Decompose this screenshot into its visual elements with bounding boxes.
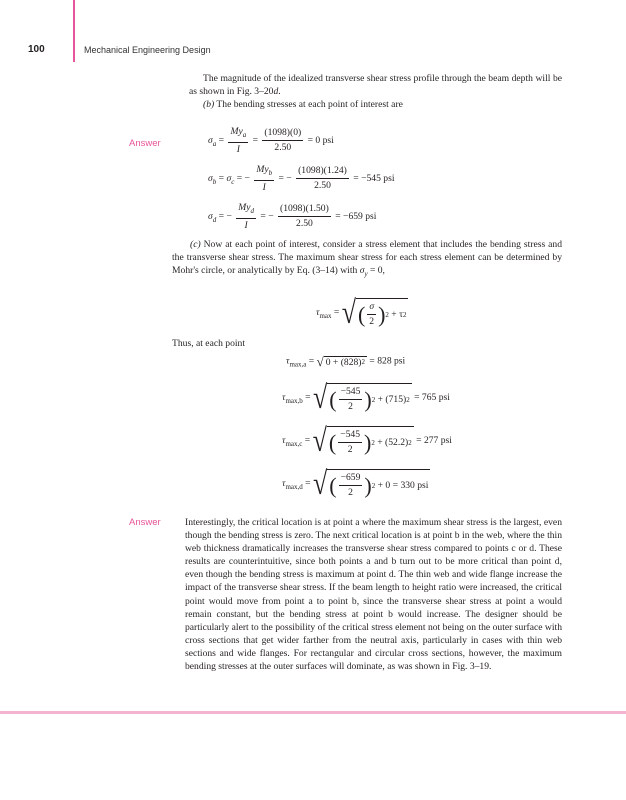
eq-sigma-d: $\sigma_d$ = − $\frac{My_d}{I}$ = − $\frac{(1098)(1.50)}{2.50}$ = −659 psi xyxy=(208,202,377,231)
part-c-paragraph: (c) Now at each point of interest, consider a stress element that includes the bending stress and the transverse shear stress. The maximum shear stress for each stress element can be determined by Mohr's circle, or analytically by Eq. (3–14) with $\sigma_y = 0$, xyxy=(172,239,562,279)
part-b-text: The bending stresses at each point of interest are xyxy=(214,99,403,110)
answer-label-1: Answer xyxy=(129,138,161,149)
eq-sigma-a: $\sigma_a$ = $\frac{My_a}{I}$ = $\frac{(1098)(0)}{2.50}$ = 0 psi xyxy=(208,126,334,155)
thus-text: Thus, at each point xyxy=(172,338,245,349)
header-rule xyxy=(73,0,75,62)
eq-sigma-bc: $\sigma_b = \sigma_c$ = − $\frac{My_b}{I}$ = − $\frac{(1098)(1.24)}{2.50}$ = −545 psi xyxy=(208,164,395,193)
eq-tau-max-c: $\tau_{max,c}$ = √ ( $\frac{-545}{2}$ ) 2 + (52.2) 2 = 277 psi xyxy=(282,422,452,459)
answer-label-2: Answer xyxy=(129,517,161,528)
part-b-paragraph xyxy=(189,98,562,111)
part-c-text: Now at each point of interest, consider a stress element that includes the bending stress and the transverse shear stress. The maximum shear stress for each stress element can be determined by Mohr's circle, or analytically by Eq. (3–14) with xyxy=(172,239,562,277)
bottom-rule xyxy=(0,711,626,714)
intro-var: d xyxy=(273,86,279,98)
eq-tau-max-d: $\tau_{max,d}$ = √ ( $\frac{-659}{2}$ ) 2 + 0 = 330 psi xyxy=(282,465,429,502)
intro-paragraph xyxy=(189,72,562,98)
eq-tau-max-general: $\tau_{max}$ = √ ( $\frac{\sigma}{2}$ ) 2 + τ 2 xyxy=(316,294,407,331)
intro-text: The magnitude of the idealized transverse shear stress profile through the beam depth will be as shown in Fig. 3–20 xyxy=(189,73,562,98)
conclusion-paragraph: Interestingly, the critical location is at point a where the maximum shear stress is the largest, even though the bending stress is zero. The next critical location is at point b in the web, where the thin web thickness dramatically increases the transverse shear stress compared to points c or d. These results are counterintuitive, since both points a and b turn out to be more critical than point d, even though the bending stress is maximum at point d. The thin web and wide flange increase the impact of the transverse shear stress. If the beam length to height ratio were increased, the critical point would move from point a to point b, since the transverse shear stress at point a would remain constant, but the bending stress at point b would increase. The designer should be particularly alert to the possibility of the critical stress element not being on the outer surface with cross sections that get wider farther from the neutral axis, particularly in cases with thin web sections and wide flanges. For rectangular and circular cross sections, however, the maximum bending stresses at the outer surfaces will dominate, as was shown in Fig. 3–19. xyxy=(185,517,562,673)
eq-tau-max-a: $\tau_{max,a}$ = √ 0 + (828) 2 = 828 psi xyxy=(286,354,406,369)
part-b-label: (b) xyxy=(203,99,215,110)
part-c-label: (c) xyxy=(190,239,201,250)
running-title: Mechanical Engineering Design xyxy=(84,45,211,55)
page-number: 100 xyxy=(28,44,45,55)
eq-tau-max-b: $\tau_{max,b}$ = √ ( $\frac{-545}{2}$ ) 2 + (715) 2 = 765 psi xyxy=(282,379,450,416)
intro-end: . xyxy=(278,86,281,98)
